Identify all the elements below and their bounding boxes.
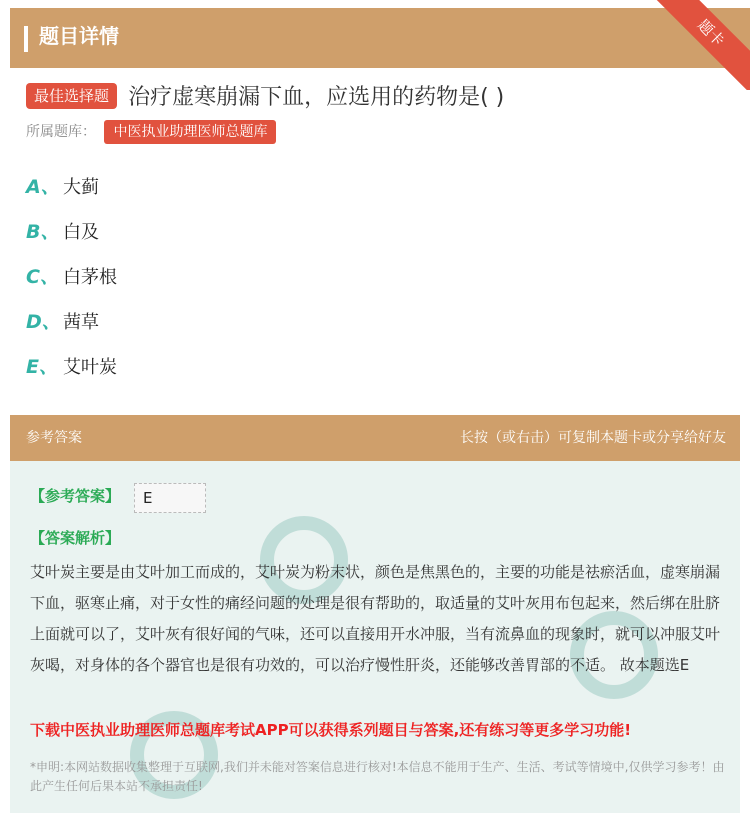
option-text: 大蓟 [63, 177, 99, 198]
option-text: 白及 [63, 222, 99, 243]
option-b[interactable] [26, 217, 99, 247]
bank-link[interactable]: 中医执业助理医师总题库 [104, 120, 276, 144]
option-letter: C、 [26, 266, 59, 288]
answer-section-title: 参考答案 [26, 430, 82, 446]
question-card-ribbon[interactable] [640, 0, 750, 90]
option-letter: B、 [26, 221, 60, 243]
disclaimer-text: *申明:本网站数据收集整理于互联网,我们并未能对答案信息进行核对!本信息不能用于生产、生活、考试等情境中,仅供学习参考！由此产生任何后果本站不承担责任! [30, 760, 725, 793]
answer-value: E [134, 483, 206, 513]
option-a[interactable] [26, 172, 99, 202]
question-line [26, 80, 736, 111]
option-d[interactable] [26, 307, 99, 337]
detail-header [10, 8, 750, 68]
header-accent-bar [24, 26, 28, 52]
question-bank-line [26, 120, 276, 144]
answer-section-header [10, 415, 740, 461]
app-promo-link[interactable]: 下载中医执业助理医师总题库考试APP可以获得系列题目与答案,还有练习等更多学习功能! [30, 721, 632, 739]
option-text: 艾叶炭 [63, 357, 117, 378]
option-e[interactable] [26, 352, 117, 382]
answer-label: 【参考答案】 [30, 487, 121, 505]
question-type-badge: 最佳选择题 [26, 83, 117, 109]
option-c[interactable] [26, 262, 117, 292]
option-text: 茜草 [63, 312, 99, 333]
option-letter: D、 [26, 311, 61, 333]
option-text: 白茅根 [63, 267, 117, 288]
bank-label: 所属题库： [26, 124, 96, 140]
page-title: 题目详情 [39, 24, 119, 48]
option-letter: E、 [26, 356, 58, 378]
analysis-text: 艾叶炭主要是由艾叶加工而成的，艾叶炭为粉末状，颜色是焦黑色的，主要的功能是祛瘀活血，虚寒崩漏下血，驱寒止痛，对于女性的痛经问题的处理是很有帮助的，取适量的艾叶灰用布包起来，然后绑在肚脐上面就可以了，艾叶灰有很好闻的气味，还可以直接用开水冲服，当有流鼻血的现象时，就可以冲服艾叶灰喝，对身体的各个器官也是很有功效的，可以治疗慢性肝炎，还能够改善胃部的不适。 故本题选E [30, 563, 721, 674]
answer-section-body [10, 461, 740, 813]
share-hint: 长按（或右击）可复制本题卡或分享给好友 [460, 430, 726, 446]
question-text: 治疗虚寒崩漏下血，应选用的药物是( ) [128, 85, 505, 110]
analysis-label: 【答案解析】 [30, 529, 121, 547]
option-letter: A、 [26, 176, 60, 198]
ribbon-label[interactable]: 题卡 [647, 0, 750, 90]
